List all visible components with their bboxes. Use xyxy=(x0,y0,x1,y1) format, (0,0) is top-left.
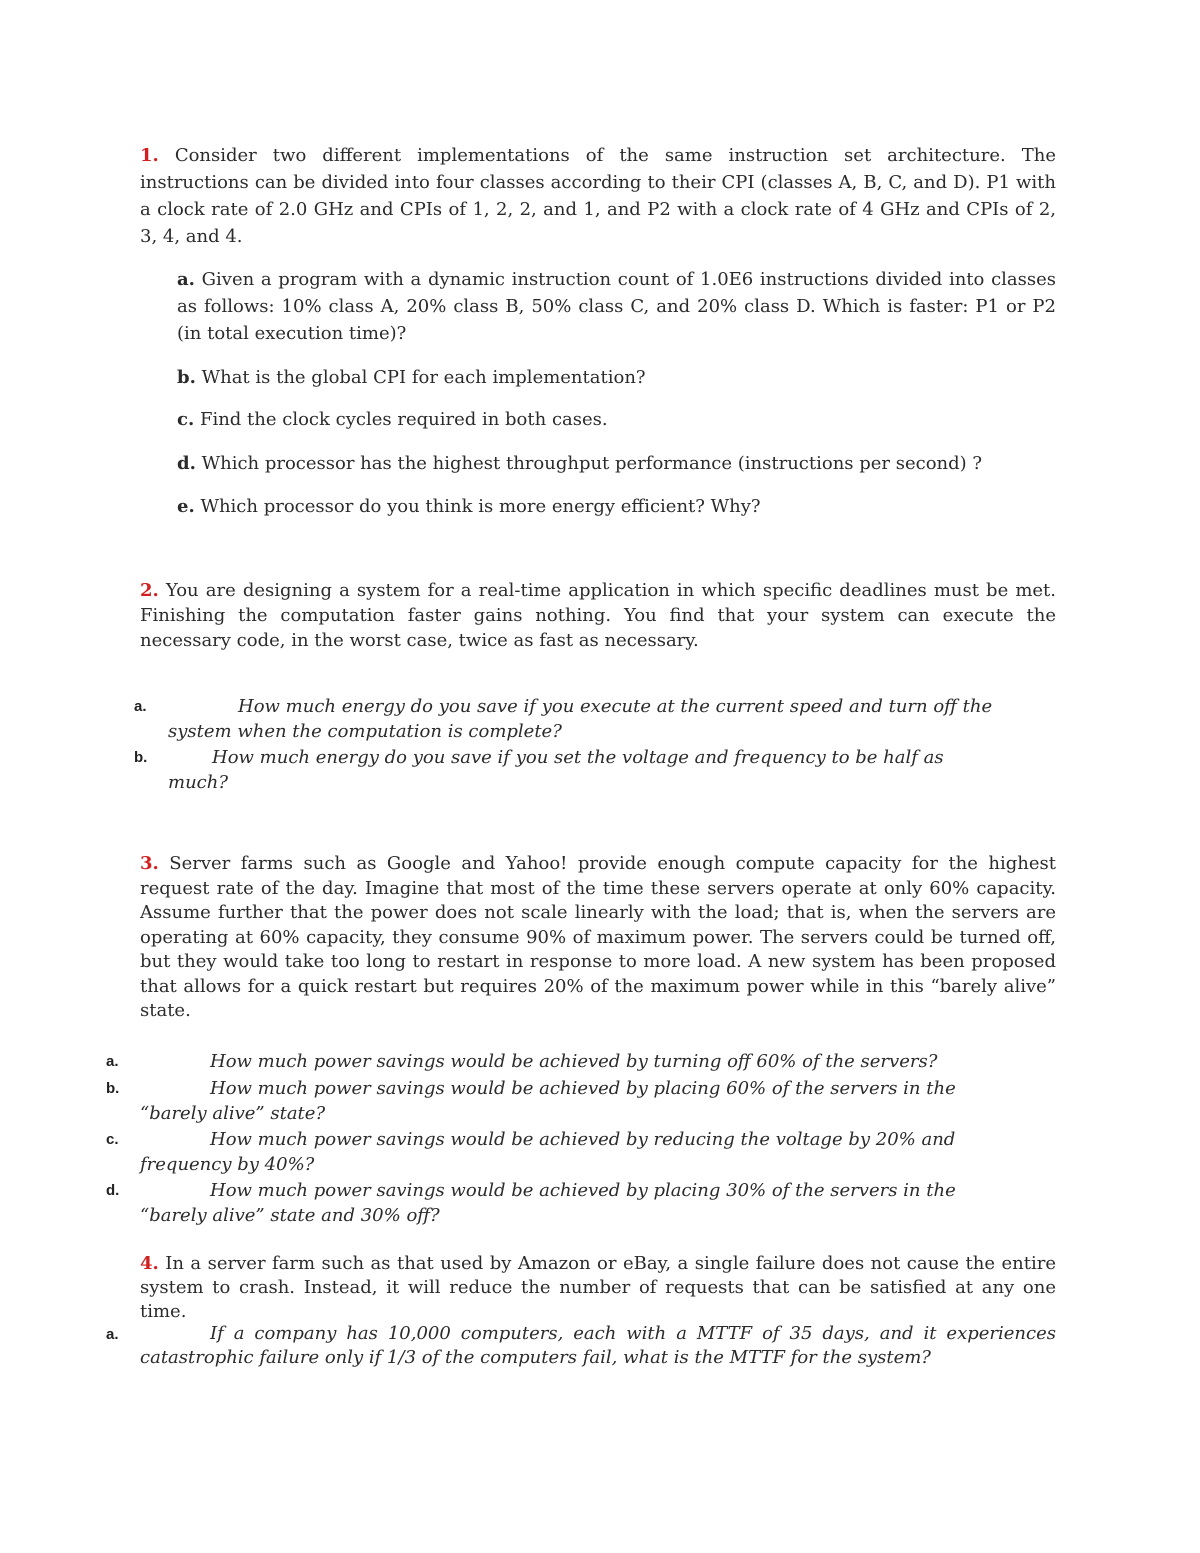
question-3 xyxy=(140,852,1056,1024)
question-text: You are designing a system for a real-time application in which specific deadlines must be met. Finishing the computation faster gains nothing. You find that your system can execute the necessary code, in the worst case, twice as fast as necessary. xyxy=(140,580,1056,651)
list-marker: a. xyxy=(134,698,147,715)
question-3-part-c xyxy=(140,1127,1030,1177)
question-3-part-b xyxy=(140,1076,1020,1126)
question-number: 3. xyxy=(140,853,159,874)
part-text: Given a program with a dynamic instruction count of 1.0E6 instructions divided into classes as follows: 10% class A, 20% class B, 50% class C, and 20% class D. Which is faster: P1 or P2 (in total execution time)? xyxy=(177,269,1057,344)
list-marker: d. xyxy=(106,1182,120,1199)
question-1 xyxy=(140,142,1056,250)
part-text: How much energy do you save if you set the voltage and frequency to be half as much? xyxy=(168,747,944,793)
part-label: e. xyxy=(177,496,195,517)
question-1-part-e xyxy=(177,493,1056,520)
part-text: How much power savings would be achieved by turning off 60% of the servers? xyxy=(210,1051,938,1072)
question-text: Server farms such as Google and Yahoo! provide enough compute capacity for the highest request rate of the day. Imagine that most of the time these servers operate at only 60% capacity. Assume further that the power does not scale linearly with the load; that is, when the servers are operating at 60% capacity, they consume 90% of maximum power. The servers could be turned off, but they would take too long to restart in response to more load. A new system has been proposed that allows for a quick restart but requires 20% of the maximum power while in this “barely alive” state. xyxy=(140,853,1056,1021)
question-1-part-a xyxy=(177,266,1056,347)
part-label: d. xyxy=(177,453,196,474)
question-2-part-a xyxy=(168,694,1028,744)
part-text: If a company has 10,000 computers, each with a MTTF of 35 days, and it experiences catastrophic failure only if 1/3 of the computers fail, what is the MTTF for the system? xyxy=(140,1323,1056,1368)
list-marker: b. xyxy=(134,749,148,766)
part-text: How much power savings would be achieved by reducing the voltage by 20% and frequency by 40%? xyxy=(140,1129,956,1175)
part-label: c. xyxy=(177,409,195,430)
list-marker: b. xyxy=(106,1080,120,1097)
question-number: 2. xyxy=(140,580,159,601)
part-label: b. xyxy=(177,367,196,388)
part-text: How much power savings would be achieved by placing 30% of the servers in the “barely alive” state and 30% off? xyxy=(140,1180,956,1226)
question-2 xyxy=(140,578,1056,653)
list-marker: c. xyxy=(106,1131,119,1148)
question-4 xyxy=(140,1252,1056,1324)
question-text: Consider two different implementations of the same instruction set architecture. The instructions can be divided into four classes according to their CPI (classes A, B, C, and D). P1 with a clock rate of 2.0 GHz and CPIs of 1, 2, 2, and 1, and P2 with a clock rate of 4 GHz and CPIs of 2, 3, 4, and 4. xyxy=(140,145,1056,247)
part-text: What is the global CPI for each implementation? xyxy=(201,367,646,388)
part-text: Which processor has the highest throughput performance (instructions per second) ? xyxy=(201,453,983,474)
list-marker: a. xyxy=(106,1053,119,1070)
question-1-part-d xyxy=(177,450,1056,477)
question-1-part-b xyxy=(177,364,1056,391)
question-3-part-a xyxy=(140,1049,1040,1074)
question-1-part-c xyxy=(177,406,1056,433)
part-text: Which processor do you think is more energy efficient? Why? xyxy=(200,496,761,517)
list-marker: a. xyxy=(106,1326,119,1343)
part-label: a. xyxy=(177,269,195,290)
question-2-part-b xyxy=(168,745,1008,795)
question-number: 1. xyxy=(140,145,159,166)
part-text: How much energy do you save if you execute at the current speed and turn off the system when the computation is complete? xyxy=(168,696,993,742)
part-text: How much power savings would be achieved by placing 60% of the servers in the “barely alive” state? xyxy=(140,1078,956,1124)
part-text: Find the clock cycles required in both cases. xyxy=(199,409,608,430)
question-4-part-a xyxy=(140,1322,1056,1370)
question-number: 4. xyxy=(140,1253,159,1274)
question-text: In a server farm such as that used by Amazon or eBay, a single failure does not cause the entire system to crash. Instead, it will reduce the number of requests that can be satisfied at any one time. xyxy=(140,1253,1056,1322)
question-3-part-d xyxy=(140,1178,1020,1228)
